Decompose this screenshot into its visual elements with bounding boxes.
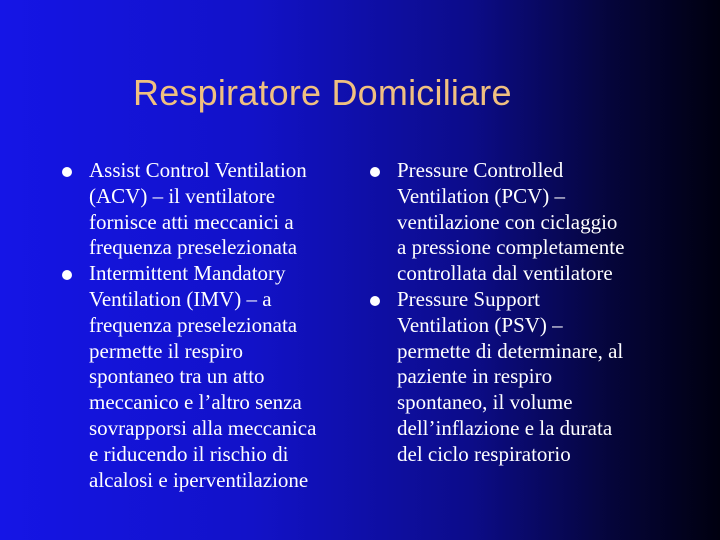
slide-title: Respiratore Domiciliare <box>133 72 512 113</box>
bullet-text: Pressure Controlled Ventilation (PCV) – ventilazione con ciclaggio a pressione completamente controllata dal ventilatore <box>397 158 625 286</box>
bullet-text: Assist Control Ventilation (ACV) – il ventilatore fornisce atti meccanici a frequenza preselezionata <box>89 158 307 260</box>
bullet-item-psv <box>370 287 670 468</box>
round-bullet-icon <box>62 167 72 177</box>
bullet-item-imv <box>62 261 362 493</box>
round-bullet-icon <box>370 167 380 177</box>
round-bullet-icon <box>62 270 72 280</box>
bullet-item-acv <box>62 158 362 261</box>
bullet-item-pcv <box>370 158 670 287</box>
right-column <box>370 158 670 468</box>
round-bullet-icon <box>370 296 380 306</box>
left-column <box>62 158 362 493</box>
bullet-text: Pressure Support Ventilation (PSV) – permette di determinare, al paziente in respiro spontaneo, il volume dell’inflazione e la durata del ciclo respiratorio <box>397 286 624 466</box>
bullet-text: Intermittent Mandatory Ventilation (IMV) – a frequenza preselezionata permette il respiro spontaneo tra un atto meccanico e l’altro senza sovrapporsi alla meccanica e riducendo il rischio di alcalosi e iperventilazione <box>89 261 317 492</box>
